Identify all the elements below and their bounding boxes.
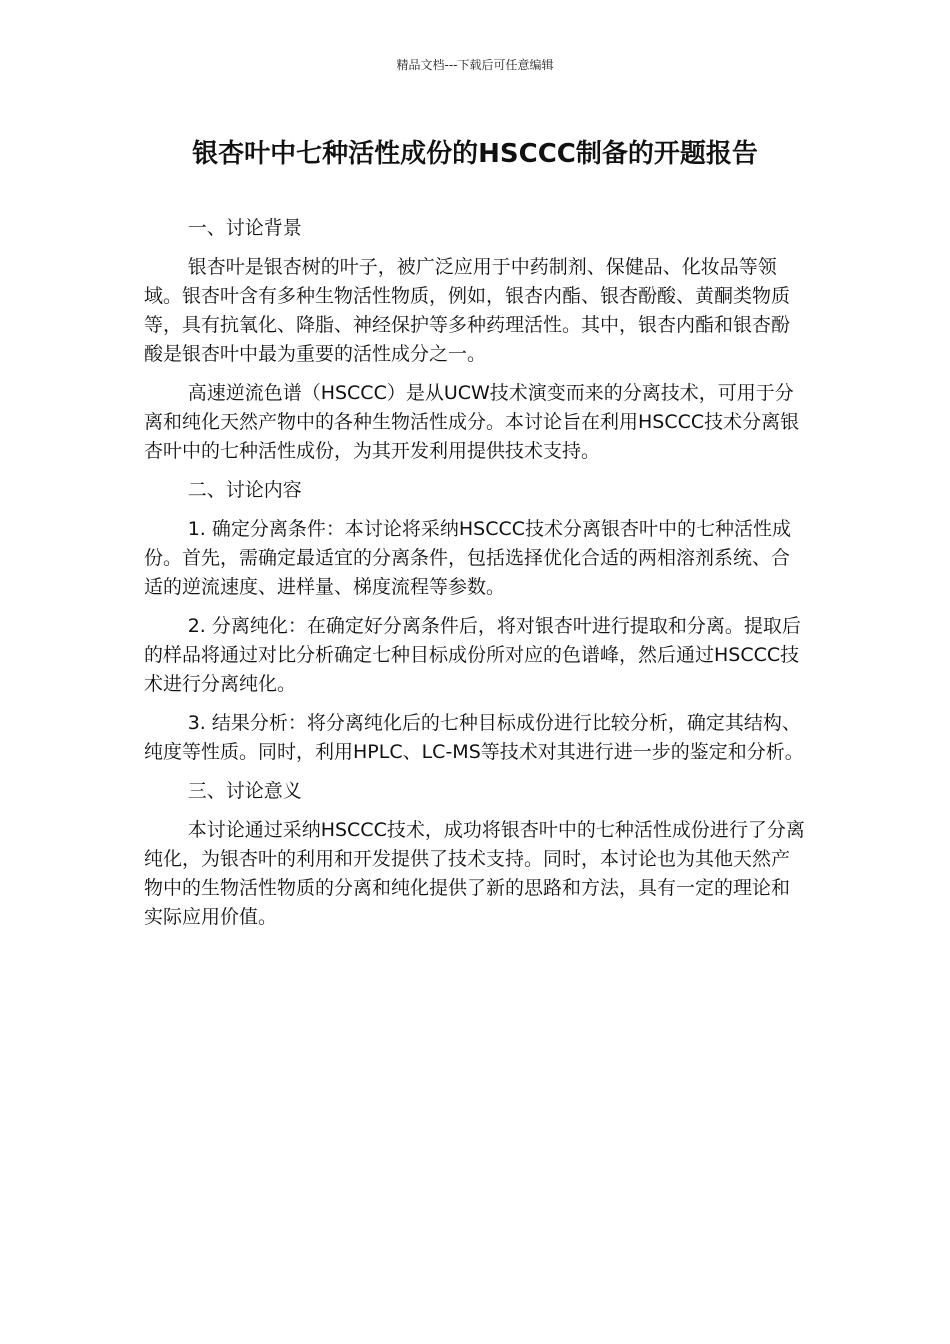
paragraph: 3. 结果分析：将分离纯化后的七种目标成份进行比较分析，确定其结构、纯度等性质。同时，利用HPLC、LC-MS等技术对其进行进一步的鉴定和分析。 <box>144 712 804 763</box>
paragraph: 高速逆流色谱（HSCCC）是从UCW技术演变而来的分离技术，可用于分离和纯化天然产物中的各种生物活性成分。本讨论旨在利用HSCCC技术分离银杏叶中的七种活性成份，为其开发利用提供技术支持。 <box>144 382 800 462</box>
document-title: 银杏叶中七种活性成份的HSCCC制备的开题报告 <box>192 139 758 169</box>
paragraph: 1. 确定分离条件：本讨论将采纳HSCCC技术分离银杏叶中的七种活性成份。首先，需确定最适宜的分离条件，包括选择优化合适的两相溶剂系统、合适的逆流速度、进样量、梯度流程等参数。 <box>144 518 792 598</box>
section-heading: 二、讨论内容 <box>187 479 302 501</box>
section-heading: 三、讨论意义 <box>187 780 302 802</box>
page-header: 精品文档---下载后可任意编辑 <box>396 58 554 72</box>
document-body <box>144 214 808 942</box>
section-background <box>144 214 808 466</box>
paragraph: 本讨论通过采纳HSCCC技术，成功将银杏叶中的七种活性成份进行了分离纯化，为银杏叶的利用和开发提供了技术支持。同时，本讨论也为其他天然产物中的生物活性物质的分离和纯化提供了新的思路和方法，具有一定的理论和实际应用价值。 <box>144 819 805 928</box>
paragraph: 2. 分离纯化：在确定好分离条件后，将对银杏叶进行提取和分离。提取后的样品将通过对比分析确定七种目标成份所对应的色谱峰，然后通过HSCCC技术进行分离纯化。 <box>144 615 801 695</box>
section-heading: 一、讨论背景 <box>187 217 302 239</box>
section-content <box>144 476 808 767</box>
section-significance <box>144 777 808 932</box>
paragraph: 银杏叶是银杏树的叶子，被广泛应用于中药制剂、保健品、化妆品等领域。银杏叶含有多种生物活性物质，例如，银杏内酯、银杏酚酸、黄酮类物质等，具有抗氧化、降脂、神经保护等多种药理活性。其中，银杏内酯和银杏酚酸是银杏叶中最为重要的活性成分之一。 <box>144 256 791 365</box>
